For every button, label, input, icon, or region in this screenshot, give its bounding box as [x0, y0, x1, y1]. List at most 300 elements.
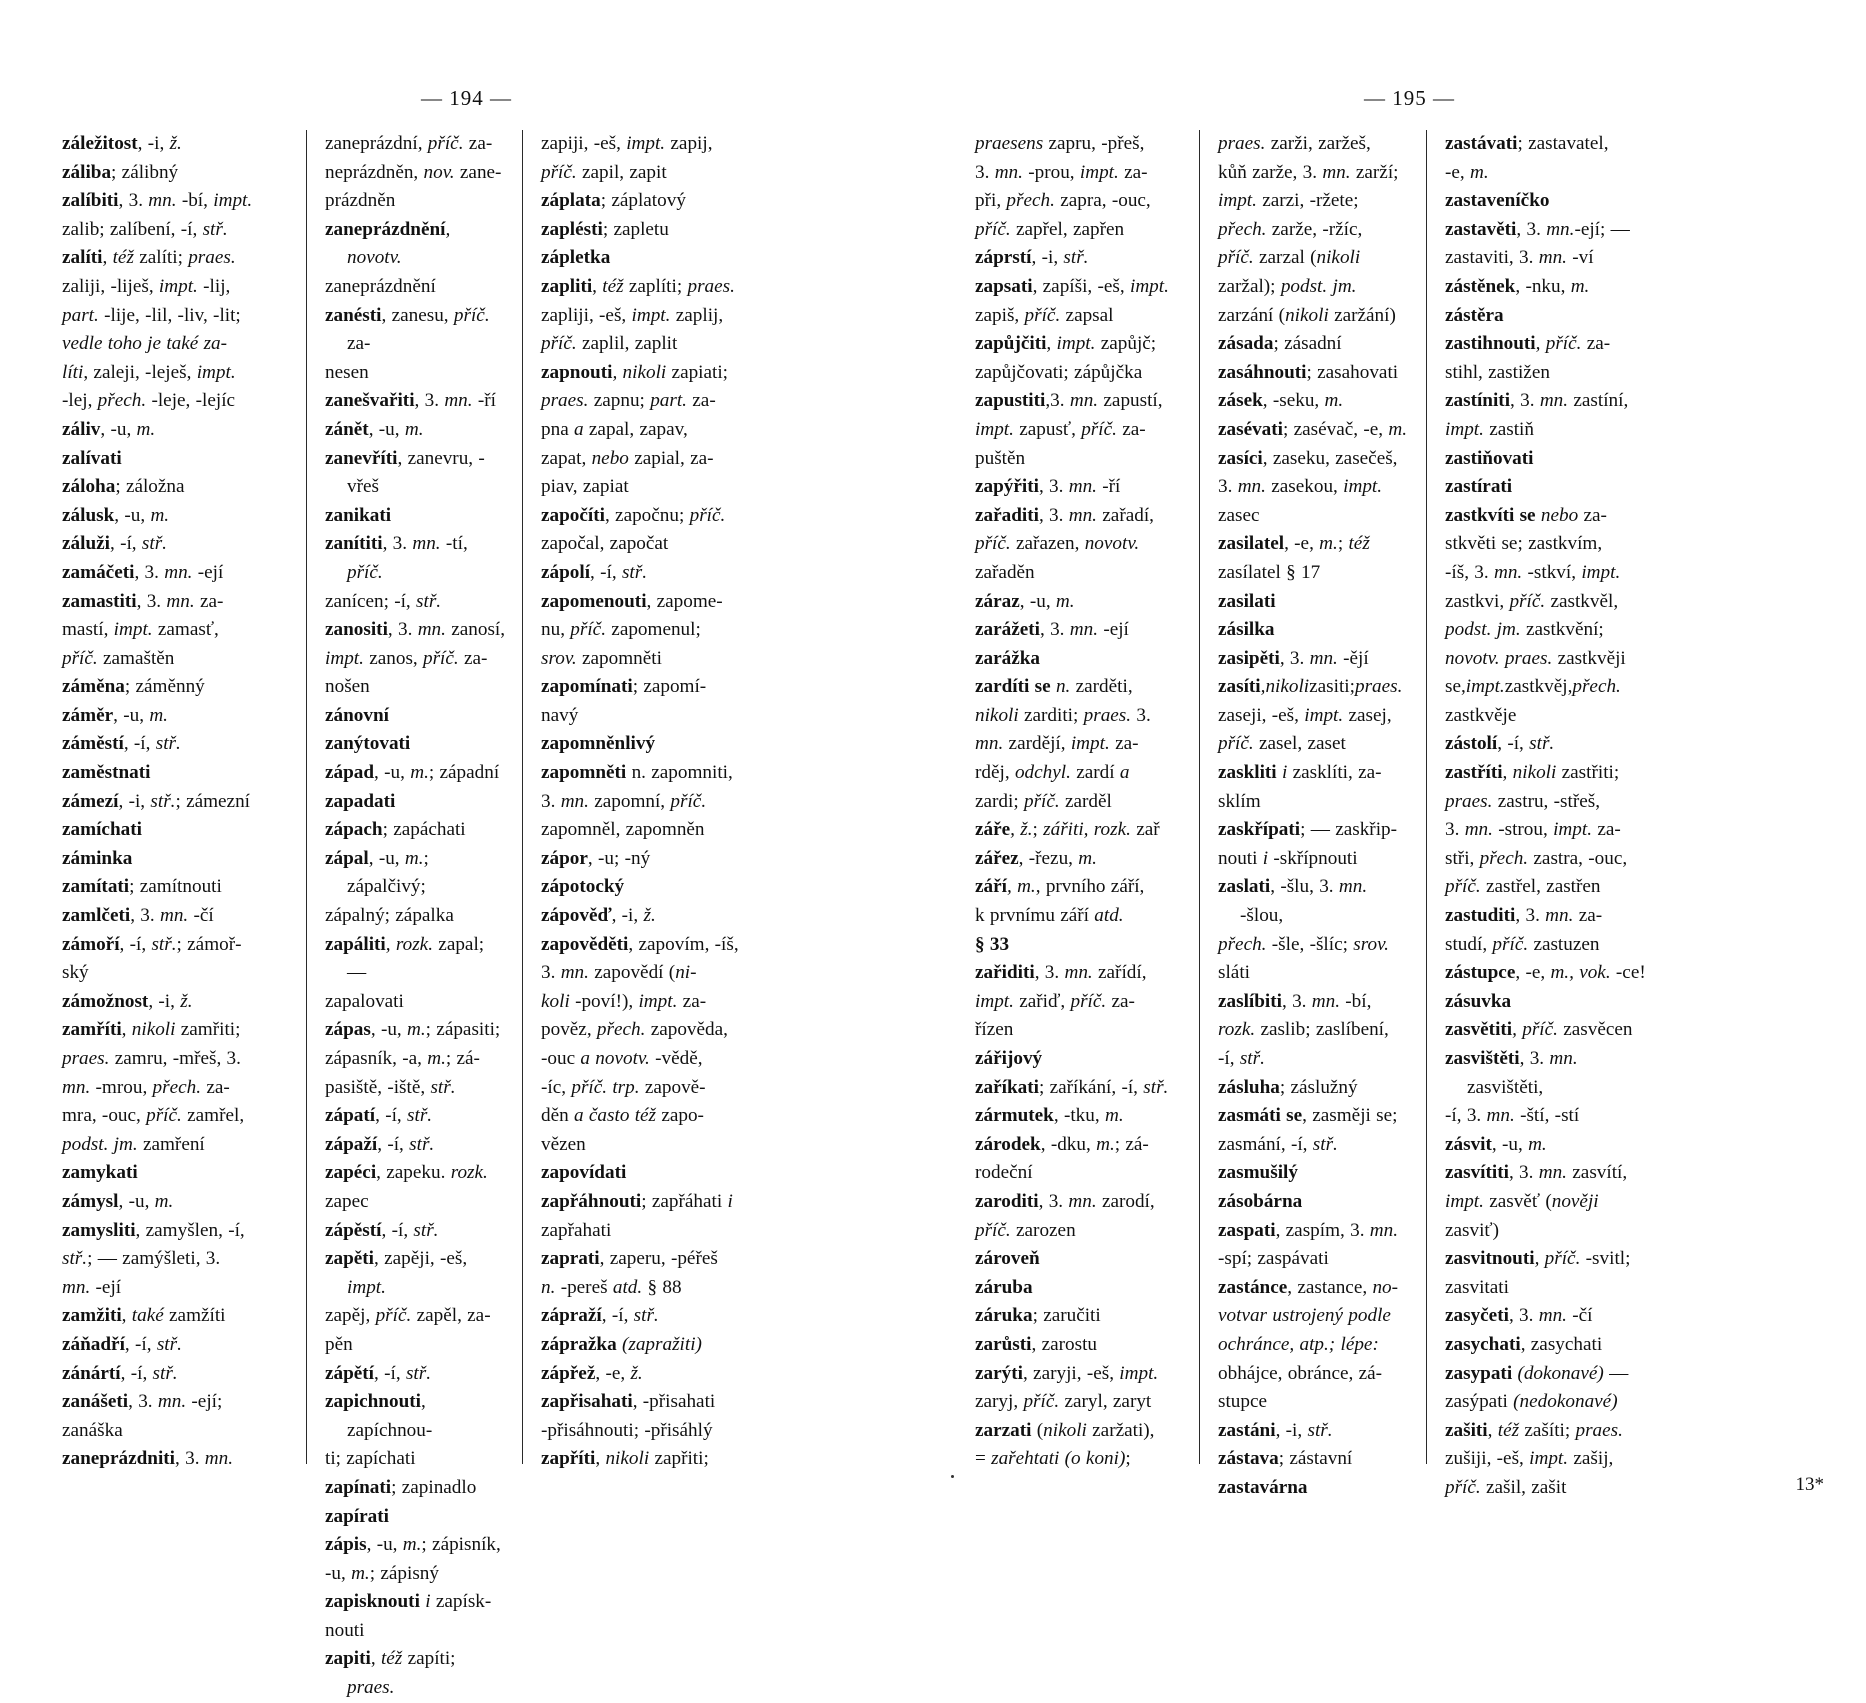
dictionary-line	[975, 216, 1185, 245]
grammar-abbrev: mn.	[1546, 218, 1575, 240]
dictionary-line	[975, 244, 1185, 273]
entry-text: zarzi, -ržete;	[1256, 190, 1359, 212]
entry-text: zasvěť (	[1483, 1190, 1552, 1212]
dictionary-line	[541, 1188, 758, 1217]
dictionary-line	[975, 1274, 1185, 1303]
entry-text: zasviť)	[1445, 1219, 1500, 1241]
entry-text: zapůjč;	[1095, 333, 1157, 355]
grammar-abbrev: mn.	[1064, 962, 1093, 984]
dictionary-line	[975, 473, 1185, 502]
entry-text: , 3.	[136, 590, 167, 612]
dictionary-line	[325, 1360, 508, 1389]
entry-text: 3.	[1445, 819, 1465, 841]
entry-text: , 3.	[1516, 218, 1547, 240]
entry-text: n. zapomniti,	[626, 762, 733, 784]
dictionary-line	[1445, 845, 1648, 874]
column-3	[1426, 130, 1662, 1498]
entry-text: , 3.	[1508, 1305, 1539, 1327]
dictionary-line	[325, 1159, 508, 1188]
entry-text: nošen	[325, 676, 370, 698]
entry-text: zapově-	[639, 1076, 706, 1098]
headword: zastánce	[1218, 1276, 1288, 1298]
grammar-abbrev: m.	[427, 1048, 446, 1069]
entry-text: zarže, -ržíc,	[1266, 218, 1363, 240]
entry-text: , zarostu	[1031, 1333, 1098, 1355]
dictionary-line	[325, 1588, 508, 1617]
column-3	[522, 130, 772, 1470]
grammar-abbrev: i	[1262, 847, 1269, 869]
grammar-abbrev: praes.	[188, 247, 236, 269]
dictionary-line	[1218, 673, 1412, 702]
dictionary-line	[1218, 130, 1412, 159]
grammar-abbrev: praes.	[1575, 1419, 1623, 1441]
headword: záloha	[62, 476, 116, 498]
grammar-abbrev: mn.	[560, 962, 589, 984]
entry-text: , -í,	[590, 561, 622, 583]
headword: zasypati	[1445, 1362, 1513, 1384]
headword: zápěstí	[325, 1219, 382, 1241]
dictionary-line	[325, 1102, 508, 1131]
grammar-abbrev: příč.	[1218, 247, 1254, 269]
dictionary-line	[325, 588, 508, 617]
headword: zamykati	[62, 1162, 138, 1184]
dictionary-line	[1218, 730, 1412, 759]
grammar-abbrev: n.	[541, 1276, 556, 1298]
headword: záměr	[62, 704, 114, 726]
entry-text: zařídí,	[1092, 962, 1147, 984]
headword: zápletka	[541, 247, 611, 269]
headword: zamítati	[62, 876, 130, 898]
entry-text: puštěn	[975, 447, 1026, 469]
grammar-abbrev: stř.	[430, 1076, 456, 1098]
entry-text: , 3.	[1510, 390, 1540, 412]
dictionary-line	[541, 445, 758, 474]
entry-text: ; zapřáhati	[641, 1190, 728, 1212]
entry-text: ; zámoř-	[176, 933, 242, 955]
grammar-abbrev: mn.	[157, 1391, 187, 1413]
entry-text: ,	[592, 275, 603, 297]
headword: zasilatel	[1218, 533, 1285, 555]
dictionary-line	[1218, 759, 1412, 788]
entry-text: za-	[1106, 990, 1135, 1012]
entry-text: , -u,	[368, 418, 405, 440]
grammar-abbrev: , impt.	[1046, 333, 1096, 355]
dictionary-line	[62, 673, 292, 702]
entry-text: -u,	[325, 1562, 352, 1584]
headword: zárodek	[975, 1133, 1041, 1155]
dictionary-line	[62, 873, 292, 902]
headword: zápražka	[541, 1333, 617, 1355]
dictionary-line	[975, 1074, 1185, 1103]
entry-text: , zasměji se;	[1302, 1105, 1398, 1127]
dictionary-line	[325, 530, 508, 587]
headword: zápor	[541, 847, 588, 869]
dictionary-line	[975, 130, 1185, 159]
dictionary-line	[541, 902, 758, 931]
dictionary-line	[1218, 159, 1412, 188]
grammar-abbrev: přech.	[1479, 847, 1529, 869]
headword: zasvětiti	[1445, 1019, 1513, 1041]
dictionary-line	[975, 1159, 1185, 1188]
entry-text: ,	[1487, 1419, 1498, 1441]
entry-text: zardí	[1070, 762, 1120, 784]
dictionary-line	[1445, 902, 1648, 931]
dictionary-line	[541, 959, 758, 988]
dictionary-line	[541, 730, 758, 759]
headword: zanýtovati	[325, 733, 411, 755]
dictionary-line	[541, 1159, 758, 1188]
entry-text: , 3.	[1038, 504, 1069, 526]
entry-text: stupce	[1218, 1391, 1268, 1413]
entry-text: ,	[121, 1019, 132, 1041]
dictionary-line	[541, 759, 758, 788]
grammar-abbrev: votvar ustrojený podle	[1218, 1305, 1391, 1327]
grammar-abbrev: impt.	[638, 990, 678, 1012]
dictionary-line	[62, 1016, 292, 1045]
dictionary-line	[62, 845, 292, 874]
entry-text: mra, -ouc,	[62, 1105, 147, 1127]
entry-text: zapat,	[541, 447, 592, 469]
entry-text: k prvnímu září	[975, 905, 1095, 927]
entry-text: zapomní,	[588, 790, 671, 812]
grammar-abbrev: ž.	[643, 905, 656, 927]
entry-text: zušiji, -eš,	[1445, 1448, 1530, 1470]
dictionary-line	[975, 187, 1185, 216]
entry-text: , -i,	[118, 790, 151, 812]
entry-text: -leje, -lejíc	[146, 390, 236, 412]
dictionary-line	[1445, 673, 1648, 702]
dictionary-line	[325, 616, 508, 645]
dictionary-line	[975, 1331, 1185, 1360]
dictionary-line	[62, 530, 292, 559]
entry-text: zanosí,	[445, 619, 506, 641]
grammar-abbrev: impt.	[158, 275, 198, 297]
dictionary-line	[325, 1503, 508, 1532]
dictionary-line	[62, 816, 292, 845]
entry-text: zapec	[325, 1190, 369, 1212]
headword: zápověď	[541, 905, 612, 927]
headword: zastkvíti se	[1445, 504, 1536, 526]
grammar-abbrev: stř.	[151, 933, 177, 955]
dictionary-line	[1445, 359, 1648, 388]
dictionary-line	[325, 359, 508, 388]
dictionary-line	[1445, 330, 1648, 359]
grammar-abbrev: m.	[1104, 1105, 1124, 1127]
headword: zápraží	[541, 1305, 602, 1327]
dictionary-line	[1218, 1016, 1412, 1045]
entry-text: , -í,	[374, 1362, 406, 1384]
dictionary-line	[1445, 1302, 1648, 1331]
headword: zapustiti	[975, 390, 1046, 412]
entry-text: —	[1603, 1362, 1629, 1384]
grammar-abbrev: podst. jm.	[62, 1133, 138, 1155]
headword: zastuditi	[1445, 905, 1516, 927]
entry-text: ti; zapíchati	[325, 1448, 416, 1470]
entry-text: -ějí	[1337, 647, 1369, 669]
dictionary-line	[975, 1102, 1185, 1131]
entry-text: , 3.	[1519, 1048, 1550, 1069]
headword: zasvitnouti	[1445, 1248, 1535, 1270]
entry-text: ;	[1032, 819, 1044, 841]
headword: zanositi	[325, 619, 388, 641]
grammar-abbrev: praes.	[62, 1048, 110, 1069]
entry-text: -lej,	[62, 390, 98, 412]
grammar-abbrev: nikoli	[1285, 304, 1329, 326]
grammar-abbrev: m.	[1570, 275, 1590, 297]
entry-text: zastkvi,	[1445, 590, 1510, 612]
grammar-abbrev: m.	[402, 1534, 422, 1556]
dictionary-line	[62, 187, 292, 216]
entry-text: , -i,	[137, 133, 170, 154]
headword: záplata	[541, 190, 601, 212]
grammar-abbrev: příč.	[541, 161, 577, 183]
dictionary-line	[541, 159, 758, 188]
dictionary-line	[975, 588, 1185, 617]
grammar-abbrev: m.	[1078, 847, 1097, 869]
grammar-abbrev: , příč.	[1535, 333, 1582, 355]
entry-text: , -dku,	[1040, 1133, 1097, 1155]
headword: zastáni	[1218, 1419, 1276, 1441]
entry-text: zaržal);	[1218, 275, 1281, 297]
headword: zaměstnati	[62, 762, 151, 784]
entry-text: za-	[1581, 333, 1611, 355]
entry-text: , 3.	[1039, 619, 1070, 641]
entry-text: 3.	[1218, 476, 1238, 498]
grammar-abbrev: impt.	[626, 133, 666, 154]
grammar-abbrev: m.	[1055, 590, 1075, 612]
grammar-abbrev: i	[1276, 762, 1288, 784]
entry-text: ; zamítnouti	[129, 876, 222, 898]
grammar-abbrev: mn.	[994, 161, 1023, 183]
entry-text: zapůjčovati; zápůjčka	[975, 361, 1143, 383]
headword: zanášeti	[62, 1391, 129, 1413]
entry-text: § 88	[642, 1276, 682, 1298]
dictionary-line	[325, 445, 508, 502]
grammar-abbrev: a	[574, 418, 584, 440]
dictionary-line	[1218, 1188, 1412, 1217]
dictionary-line	[1445, 1217, 1648, 1246]
entry-text: -šlou,	[1240, 905, 1284, 927]
dictionary-line	[975, 530, 1185, 559]
grammar-abbrev: vedle toho je také za-	[62, 333, 228, 355]
entry-text: zaneprázdnění	[325, 275, 436, 297]
headword: zapomněti	[541, 762, 627, 784]
entry-text: studí,	[1445, 933, 1493, 955]
headword: zapadati	[325, 790, 396, 812]
dictionary-line	[1445, 759, 1648, 788]
entry-text: , zaperu, -péřeš	[599, 1248, 718, 1270]
dictionary-line	[62, 273, 292, 302]
headword: zármutek	[975, 1105, 1054, 1127]
entry-text: zapřiti;	[649, 1448, 709, 1470]
dictionary-line	[1445, 502, 1648, 531]
grammar-abbrev: impt.	[1343, 476, 1383, 498]
grammar-abbrev: m.	[1550, 962, 1570, 984]
grammar-abbrev: nov.	[423, 161, 455, 183]
dictionary-line	[1445, 1274, 1648, 1303]
headword: zamysliti	[62, 1219, 136, 1241]
dictionary-line	[62, 302, 292, 331]
headword: § 33	[975, 933, 1010, 955]
grammar-abbrev: praes.	[1445, 790, 1493, 812]
grammar-abbrev: , příč.	[1512, 1019, 1558, 1041]
grammar-abbrev: příč.	[146, 1105, 182, 1127]
headword: zapliti	[541, 275, 593, 297]
grammar-abbrev: mn.	[1486, 1105, 1515, 1127]
entry-text: zapsal	[1060, 304, 1114, 326]
entry-text: zašij,	[1568, 1448, 1614, 1470]
dictionary-line	[975, 302, 1185, 331]
headword: zasíci	[1218, 447, 1263, 469]
headword: zanikati	[325, 504, 392, 526]
headword: zásluha	[1218, 1076, 1280, 1098]
headword: zápis	[325, 1534, 367, 1556]
dictionary-line	[62, 159, 292, 188]
dictionary-line	[975, 959, 1185, 988]
entry-text: , -nku,	[1515, 275, 1571, 297]
headword: zasíti	[1218, 676, 1261, 698]
dictionary-line	[541, 673, 758, 702]
entry-text: -í,	[1218, 1048, 1240, 1069]
grammar-abbrev: příč.	[1509, 590, 1546, 612]
grammar-abbrev: stř.	[416, 590, 442, 612]
entry-text: ; zámezní	[175, 790, 250, 812]
grammar-abbrev: m.	[404, 418, 424, 440]
entry-text: -ce!	[1610, 962, 1646, 984]
entry-text: , 3.	[134, 561, 165, 583]
grammar-abbrev: praes.	[347, 1677, 395, 1699]
grammar-abbrev: příč.	[975, 218, 1011, 240]
entry-text: , zaleji, -leješ,	[83, 361, 197, 383]
grammar-abbrev: příč.	[1218, 733, 1254, 755]
column-2	[306, 130, 522, 1699]
dictionary-line	[62, 788, 292, 817]
dictionary-line	[975, 730, 1185, 759]
dictionary-line	[541, 387, 758, 416]
grammar-abbrev: atd.	[1094, 905, 1124, 927]
grammar-abbrev: mn.	[1538, 247, 1567, 269]
grammar-abbrev: part.	[62, 304, 99, 326]
headword: zánět	[325, 418, 369, 440]
entry-text: zaplíti;	[623, 275, 688, 297]
grammar-abbrev: mn.	[1549, 1048, 1578, 1069]
grammar-abbrev: rozk.	[450, 1162, 488, 1184]
dictionary-line	[62, 988, 292, 1017]
grammar-abbrev: též	[112, 247, 134, 269]
grammar-abbrev: m.	[1319, 533, 1338, 555]
dictionary-line	[1218, 1360, 1412, 1389]
headword: zapínati	[325, 1476, 392, 1498]
headword: zastíniti	[1445, 390, 1511, 412]
dictionary-line	[975, 702, 1185, 731]
grammar-abbrev: impt.	[213, 190, 253, 212]
dictionary-line	[325, 502, 508, 531]
entry-text: zarzal (	[1253, 247, 1317, 269]
dictionary-line	[975, 816, 1185, 845]
grammar-abbrev: impt.	[1581, 561, 1621, 583]
headword: zaspati	[1218, 1219, 1276, 1241]
grammar-abbrev: , ž.	[1010, 819, 1033, 841]
entry-text: zařaděn	[975, 561, 1035, 583]
entry-text: piav, zapiat	[541, 476, 629, 498]
headword: zapsati	[975, 275, 1033, 297]
sheet-signature: 13*	[1795, 1474, 1824, 1495]
dictionary-line	[325, 187, 508, 216]
grammar-abbrev: m.	[154, 1190, 174, 1212]
headword: záměstí	[62, 733, 124, 755]
grammar-abbrev: přech.	[97, 390, 147, 412]
entry-text: zarodí,	[1096, 1190, 1155, 1212]
grammar-abbrev: mn.	[1338, 876, 1368, 898]
dictionary-line	[325, 788, 508, 817]
entry-text: -čí	[188, 905, 214, 927]
dictionary-line	[975, 616, 1185, 645]
grammar-abbrev: příč.	[1024, 304, 1061, 326]
entry-text: zapomenul;	[606, 619, 701, 641]
grammar-abbrev: mn.	[62, 1076, 91, 1098]
headword: zardíti se	[975, 676, 1051, 698]
headword: zapověděti	[541, 933, 629, 955]
headword: zápal	[325, 847, 369, 869]
entry-text: obhájce, obránce, zá-	[1218, 1362, 1382, 1384]
grammar-abbrev: též	[380, 1648, 403, 1670]
dictionary-line	[975, 159, 1185, 188]
dictionary-line	[62, 416, 292, 445]
headword: zařaditi	[975, 504, 1039, 526]
grammar-abbrev: , rozk.	[385, 933, 433, 955]
grammar-abbrev: praes.	[1354, 676, 1403, 698]
entry-text: zaplij,	[670, 304, 724, 326]
dictionary-line	[1445, 387, 1648, 416]
dictionary-line	[975, 1302, 1185, 1331]
entry-text: -strou,	[1492, 819, 1554, 841]
dictionary-line	[62, 645, 292, 674]
grammar-abbrev: praesens	[975, 133, 1044, 154]
entry-text: zasekou,	[1265, 476, 1344, 498]
grammar-abbrev: stř.	[633, 1305, 659, 1327]
entry-text: zastkvěji	[1552, 647, 1626, 669]
grammar-abbrev: mn.	[444, 390, 473, 412]
dictionary-line	[1445, 159, 1648, 188]
entry-text: navý	[541, 704, 579, 726]
entry-text: , -í,	[109, 533, 142, 555]
grammar-abbrev: , příč.	[1534, 1248, 1581, 1270]
grammar-abbrev: impt.	[975, 990, 1014, 1012]
entry-text: ,	[121, 1305, 132, 1327]
entry-text: zapiji, -eš,	[541, 133, 627, 154]
headword: zaprati	[541, 1248, 600, 1270]
dictionary-line	[975, 902, 1185, 931]
entry-text: -ouc	[541, 1048, 581, 1069]
dictionary-line	[1445, 1016, 1648, 1045]
grammar-abbrev: mn.	[1464, 819, 1493, 841]
dictionary-line	[541, 1417, 758, 1446]
grammar-abbrev: mn.	[417, 619, 446, 641]
dictionary-line	[975, 873, 1185, 902]
entry-text: zapiati;	[666, 361, 729, 383]
grammar-abbrev: impt.	[1129, 275, 1169, 297]
headword: zapéci	[325, 1162, 377, 1184]
entry-text: , zaryji, -eš,	[1022, 1362, 1120, 1384]
gutter-mark	[951, 1475, 954, 1478]
headword: zasévati	[1218, 418, 1284, 440]
entry-text: , 3.	[1038, 1190, 1069, 1212]
headword: zásada	[1218, 333, 1274, 355]
dictionary-line	[1445, 931, 1648, 960]
dictionary-line	[62, 216, 292, 245]
dictionary-line	[541, 559, 758, 588]
dictionary-line	[325, 1560, 508, 1589]
